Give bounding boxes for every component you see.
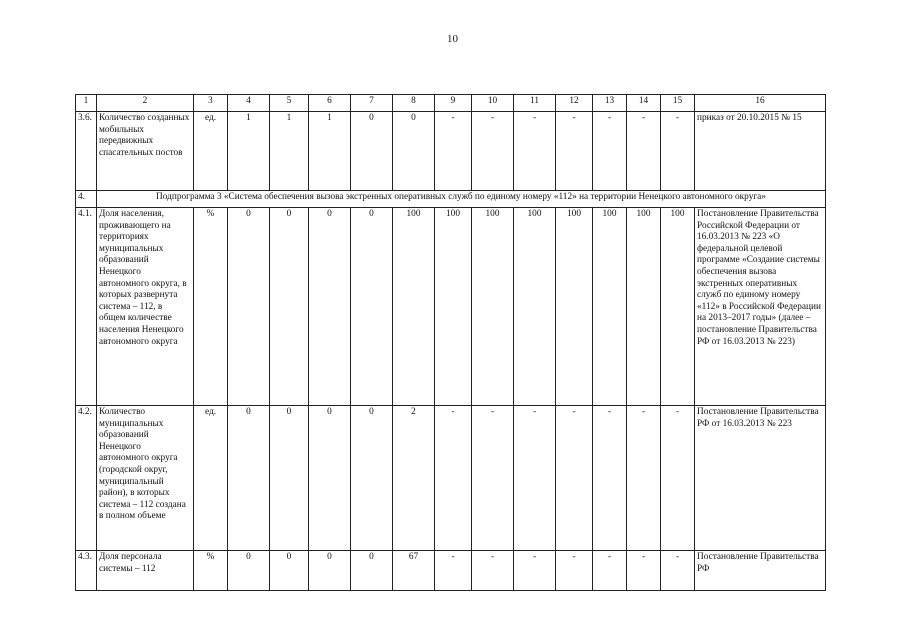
basis-cell: Постановление Правительства Российской Федерации от 16.03.2013 № 223 «О федеральной целевой программе «Создание системы обеспечения вызова экстренных оперативных служб по единому номеру «112» в Российской Федерации на 2013–2017 годы» (далее – постановление Правительства РФ от 16.03.2013 № 223) (695, 208, 826, 406)
page-number: 10 (447, 33, 458, 45)
value-cell: 0 (228, 208, 270, 406)
value-cell: - (593, 406, 627, 551)
value-cell: 0 (393, 112, 435, 191)
row-number: 4.2. (76, 406, 97, 551)
unit-cell: % (194, 208, 228, 406)
col-header: 12 (556, 95, 593, 112)
col-header: 13 (593, 95, 627, 112)
value-cell: - (514, 112, 556, 191)
subprogram-title: Подпрограмма 3 «Система обеспечения вызова экстренных оперативных служб по единому номеру «112» на территории Ненецкого автономного округа» (97, 191, 826, 208)
unit-cell: % (194, 551, 228, 591)
col-header: 15 (661, 95, 695, 112)
indicator-name: Доля персонала системы – 112 (97, 551, 194, 591)
value-cell: 100 (661, 208, 695, 406)
col-header: 4 (228, 95, 270, 112)
value-cell: - (627, 112, 661, 191)
row-number: 4.3. (76, 551, 97, 591)
col-header: 9 (435, 95, 472, 112)
value-cell: 0 (351, 208, 393, 406)
basis-cell: Постановление Правительства РФ от 16.03.2013 № 223 (695, 406, 826, 551)
col-header: 16 (695, 95, 826, 112)
value-cell: 100 (593, 208, 627, 406)
column-number-row (76, 95, 826, 112)
row-number: 4. (76, 191, 97, 208)
col-header: 2 (97, 95, 194, 112)
value-cell: 0 (270, 406, 309, 551)
value-cell: 100 (435, 208, 472, 406)
basis-cell: Постановление Правительства РФ (695, 551, 826, 591)
row-number: 4.1. (76, 208, 97, 406)
table-row (76, 112, 826, 191)
value-cell: - (472, 406, 514, 551)
value-cell: - (472, 551, 514, 591)
indicator-name: Количество созданных мобильных передвижных спасательных постов (97, 112, 194, 191)
col-header: 10 (472, 95, 514, 112)
unit-cell: ед. (194, 406, 228, 551)
value-cell: 0 (309, 406, 351, 551)
value-cell: - (472, 112, 514, 191)
value-cell: 100 (472, 208, 514, 406)
value-cell: 67 (393, 551, 435, 591)
col-header: 5 (270, 95, 309, 112)
col-header: 1 (76, 95, 97, 112)
value-cell: 0 (351, 406, 393, 551)
value-cell: 0 (351, 112, 393, 191)
value-cell: 100 (393, 208, 435, 406)
value-cell: - (661, 112, 695, 191)
indicators-table (75, 94, 826, 591)
indicator-name: Доля населения, проживающего на территориях муниципальных образований Ненецкого автономного округа, в которых развернута система – 112, в общем количестве населения Ненецкого автономного округа (97, 208, 194, 406)
col-header: 7 (351, 95, 393, 112)
value-cell: - (435, 112, 472, 191)
value-cell: 1 (309, 112, 351, 191)
col-header: 14 (627, 95, 661, 112)
value-cell: 0 (309, 551, 351, 591)
value-cell: 1 (228, 112, 270, 191)
value-cell: 100 (556, 208, 593, 406)
value-cell: 1 (270, 112, 309, 191)
value-cell: - (435, 551, 472, 591)
value-cell: 100 (627, 208, 661, 406)
value-cell: - (661, 551, 695, 591)
value-cell: 100 (514, 208, 556, 406)
row-number: 3.6. (76, 112, 97, 191)
value-cell: - (593, 112, 627, 191)
table-row (76, 551, 826, 591)
value-cell: - (627, 406, 661, 551)
col-header: 3 (194, 95, 228, 112)
value-cell: 0 (270, 208, 309, 406)
value-cell: - (556, 112, 593, 191)
value-cell: 2 (393, 406, 435, 551)
value-cell: - (556, 406, 593, 551)
value-cell: - (627, 551, 661, 591)
value-cell: - (514, 406, 556, 551)
basis-cell: приказ от 20.10.2015 № 15 (695, 112, 826, 191)
value-cell: - (593, 551, 627, 591)
value-cell: - (435, 406, 472, 551)
table-row (76, 208, 826, 406)
value-cell: 0 (270, 551, 309, 591)
unit-cell: ед. (194, 112, 228, 191)
col-header: 8 (393, 95, 435, 112)
table-row (76, 406, 826, 551)
value-cell: - (514, 551, 556, 591)
value-cell: - (556, 551, 593, 591)
col-header: 11 (514, 95, 556, 112)
col-header: 6 (309, 95, 351, 112)
value-cell: 0 (309, 208, 351, 406)
value-cell: 0 (228, 551, 270, 591)
value-cell: 0 (351, 551, 393, 591)
indicator-name: Количество муниципальных образований Ненецкого автономного округа (городской округ, муниципальный район), в которых система – 112 создана в полном объеме (97, 406, 194, 551)
value-cell: 0 (228, 406, 270, 551)
value-cell: - (661, 406, 695, 551)
subprogram-row (76, 191, 826, 208)
